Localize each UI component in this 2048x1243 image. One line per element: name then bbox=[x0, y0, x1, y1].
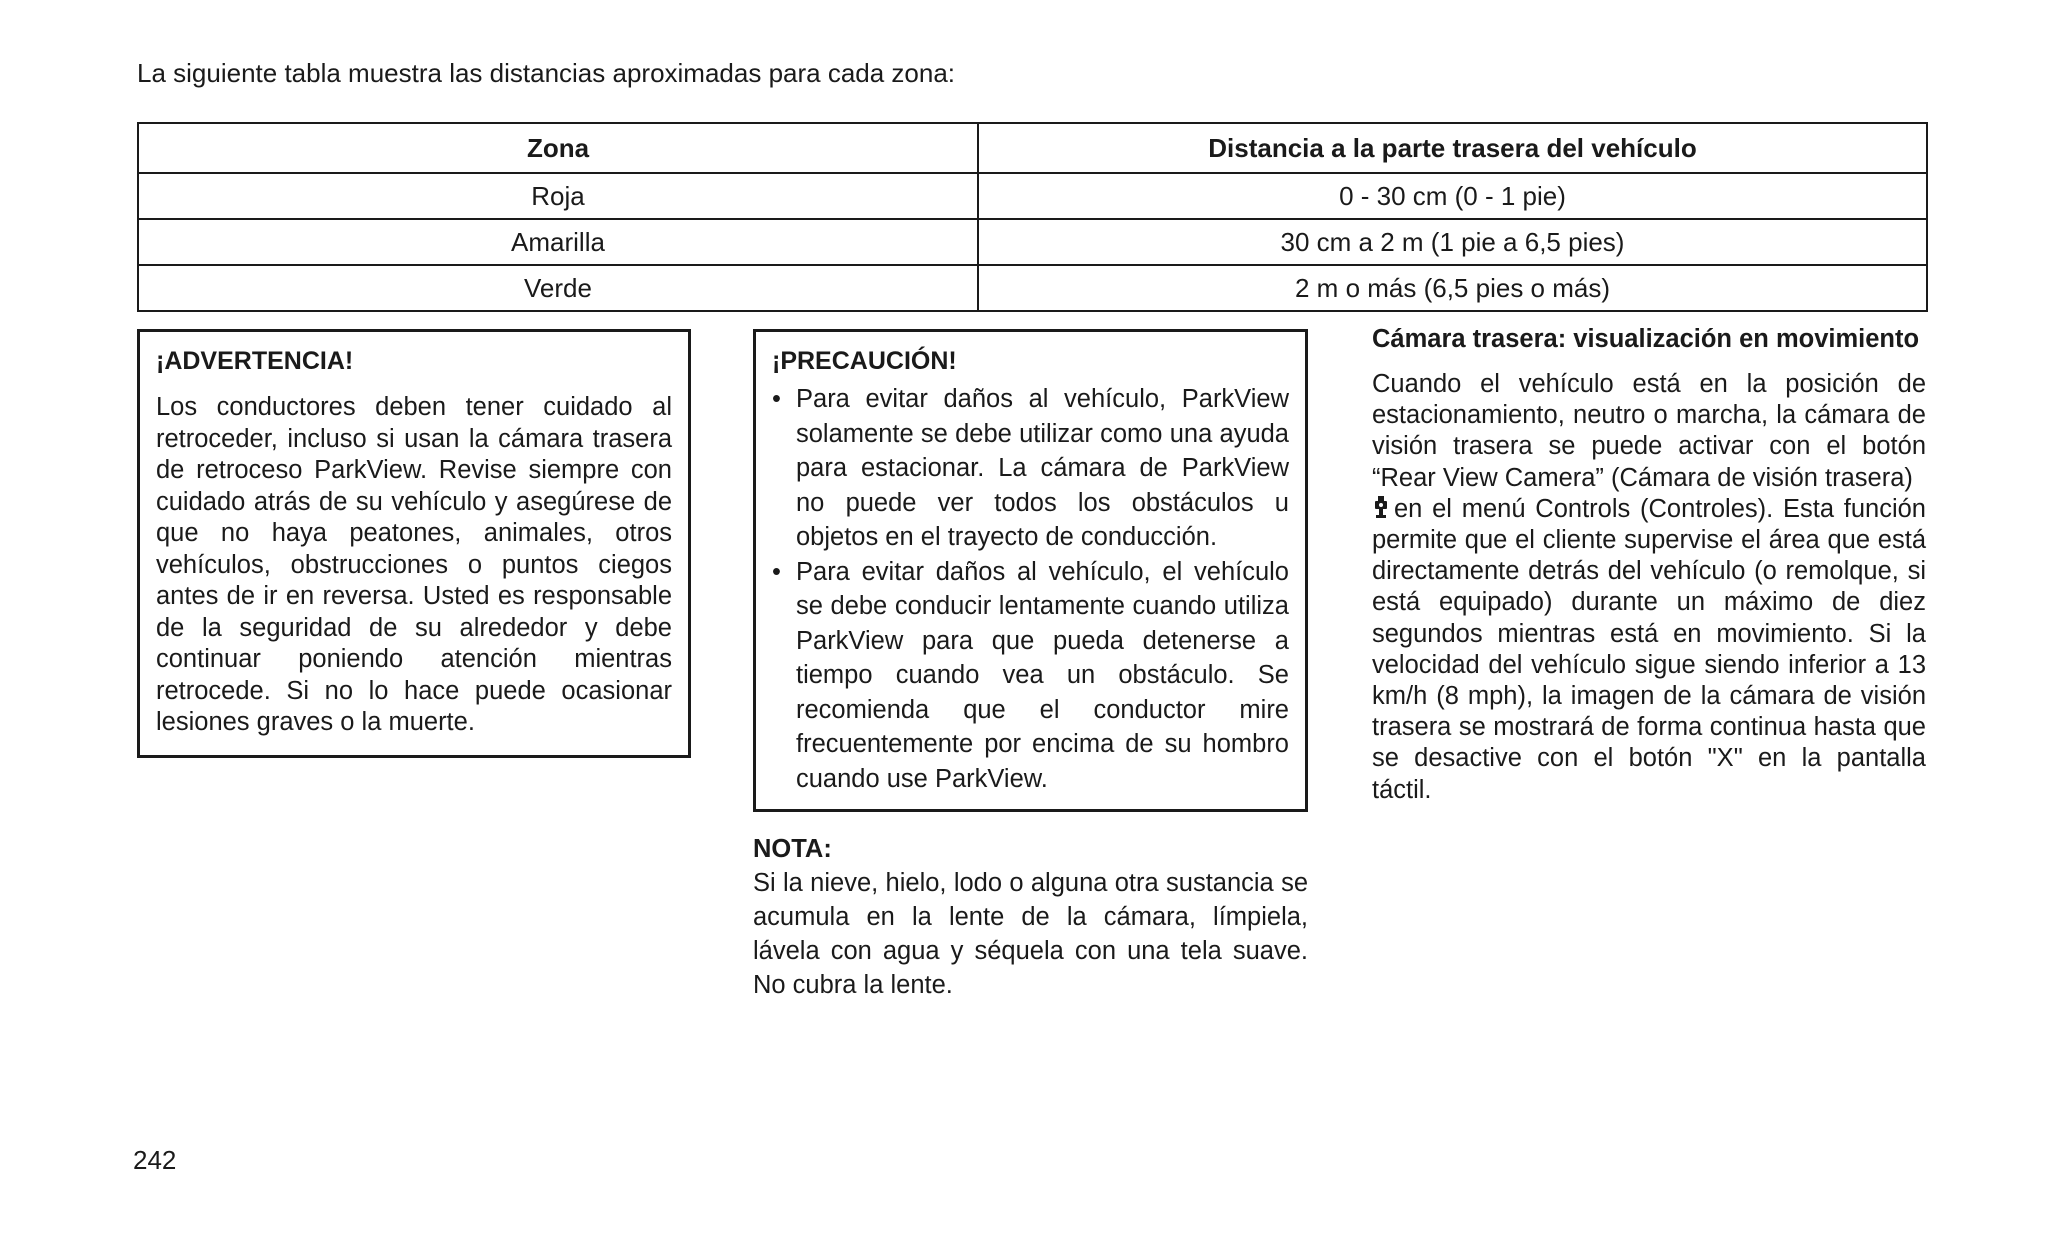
bullet-icon: • bbox=[772, 557, 781, 586]
camera-section-title: Cámara trasera: visualización en movimiento bbox=[1372, 325, 1920, 353]
zone-cell: Amarilla bbox=[138, 219, 978, 265]
column-header-zone: Zona bbox=[138, 123, 978, 173]
list-item bbox=[772, 555, 1289, 797]
bullet-icon: • bbox=[772, 385, 781, 413]
warning-title: ¡ADVERTENCIA! bbox=[156, 347, 354, 375]
zone-cell: Verde bbox=[138, 265, 978, 311]
zone-distance-table bbox=[137, 122, 1928, 312]
caution-box bbox=[753, 329, 1308, 812]
page-number: 242 bbox=[133, 1145, 177, 1175]
camera-text-after-icon: en el menú Controls (Controles). Esta función permite que el cliente supervise el área que está directamente detrás del vehículo (o remolque, si está equipado) durante un máximo de diez segundos mientras está en movimiento. Si la velocidad del vehículo sigue siendo inferior a 13 km/h (8 mph), la imagen de la cámara de visión trasera se mostrará de forma continua hasta que se desactive con el botón "X" en la pantalla táctil. bbox=[1372, 494, 1926, 804]
table-header-row bbox=[138, 123, 1927, 173]
caution-item-text: Para evitar daños al vehículo, ParkView solamente se debe utilizar como una ayuda para estacionar. La cámara de ParkView no puede ver todos los obstáculos u objetos en el trayecto de conducción. bbox=[796, 385, 1289, 551]
table-row bbox=[138, 219, 1927, 265]
camera-section bbox=[1372, 324, 1926, 806]
caution-list bbox=[772, 382, 1289, 796]
rear-camera-icon bbox=[1372, 496, 1390, 520]
column-header-distance: Distancia a la parte trasera del vehículo bbox=[978, 123, 1927, 173]
caution-title: ¡PRECAUCIÓN! bbox=[772, 347, 957, 375]
caution-item-text: Para evitar daños al vehículo, el vehículo se debe conducir lentamente cuando utiliza ParkView para que pueda detenerse a tiempo cuando vea un obstáculo. Se recomienda que el conductor mire frecuentemente por encima de su hombro cuando use ParkView. bbox=[796, 557, 1289, 793]
distance-cell: 0 - 30 cm (0 - 1 pie) bbox=[978, 173, 1927, 219]
intro-text: La siguiente tabla muestra las distancias aproximadas para cada zona: bbox=[137, 58, 956, 88]
warning-text: Los conductores deben tener cuidado al retroceder, incluso si usan la cámara trasera de retroceso ParkView. Revise siempre con cuidado atrás de su vehículo y asegúrese de que no haya peatones, animales, otros vehículos, obstrucciones o puntos ciegos antes de ir en reversa. Usted es responsable de la seguridad de su alrededor y debe continuar poniendo atención mientras retrocede. Si no lo hace puede ocasionar lesiones graves o la muerte. bbox=[156, 393, 672, 736]
table-row bbox=[138, 173, 1927, 219]
table-row bbox=[138, 265, 1927, 311]
warning-box bbox=[137, 329, 691, 758]
note-section bbox=[753, 832, 1308, 1002]
distance-cell: 2 m o más (6,5 pies o más) bbox=[978, 265, 1927, 311]
camera-text-before-icon: Cuando el vehículo está en la posición de estacionamiento, neutro o marcha, la cámara de visión trasera se puede activar con el botón “Rear View Camera” (Cámara de visión trasera) bbox=[1372, 370, 1926, 492]
note-title: NOTA: bbox=[753, 835, 832, 863]
note-text: Si la nieve, hielo, lodo o alguna otra sustancia se acumula en la lente de la cámara, límpiela, lávela con agua y séquela con una tela suave. No cubra la lente. bbox=[753, 869, 1308, 999]
list-item bbox=[772, 382, 1289, 555]
camera-section-text bbox=[1372, 369, 1926, 806]
distance-cell: 30 cm a 2 m (1 pie a 6,5 pies) bbox=[978, 219, 1927, 265]
zone-cell: Roja bbox=[138, 173, 978, 219]
